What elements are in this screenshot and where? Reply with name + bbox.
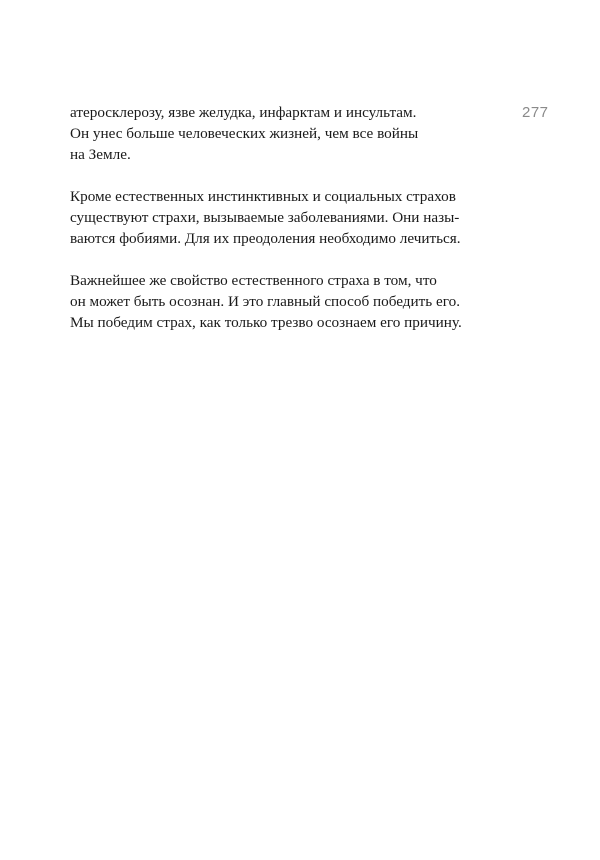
text-line: атеросклерозу, язве желудка, инфарктам и инсультам. bbox=[70, 104, 417, 121]
paragraph-3 bbox=[70, 270, 500, 333]
body-text bbox=[70, 102, 500, 354]
text-line: Он унес больше человеческих жизней, чем все войны bbox=[70, 125, 419, 142]
paragraph-1 bbox=[70, 102, 500, 165]
text-line: ваются фобиями. Для их преодоления необходимо лечиться. bbox=[70, 230, 461, 247]
paragraph-2 bbox=[70, 186, 500, 249]
page-number: 277 bbox=[522, 104, 549, 121]
text-line: Мы победим страх, как только трезво осознаем его причину. bbox=[70, 314, 462, 331]
text-line: Важнейшее же свойство естественного страха в том, что bbox=[70, 272, 437, 289]
text-line: он может быть осознан. И это главный способ победить его. bbox=[70, 293, 461, 310]
text-line: Кроме естественных инстинктивных и социальных страхов bbox=[70, 188, 456, 205]
text-line: на Земле. bbox=[70, 146, 131, 163]
text-line: существуют страхи, вызываемые заболеваниями. Они назы- bbox=[70, 209, 460, 226]
